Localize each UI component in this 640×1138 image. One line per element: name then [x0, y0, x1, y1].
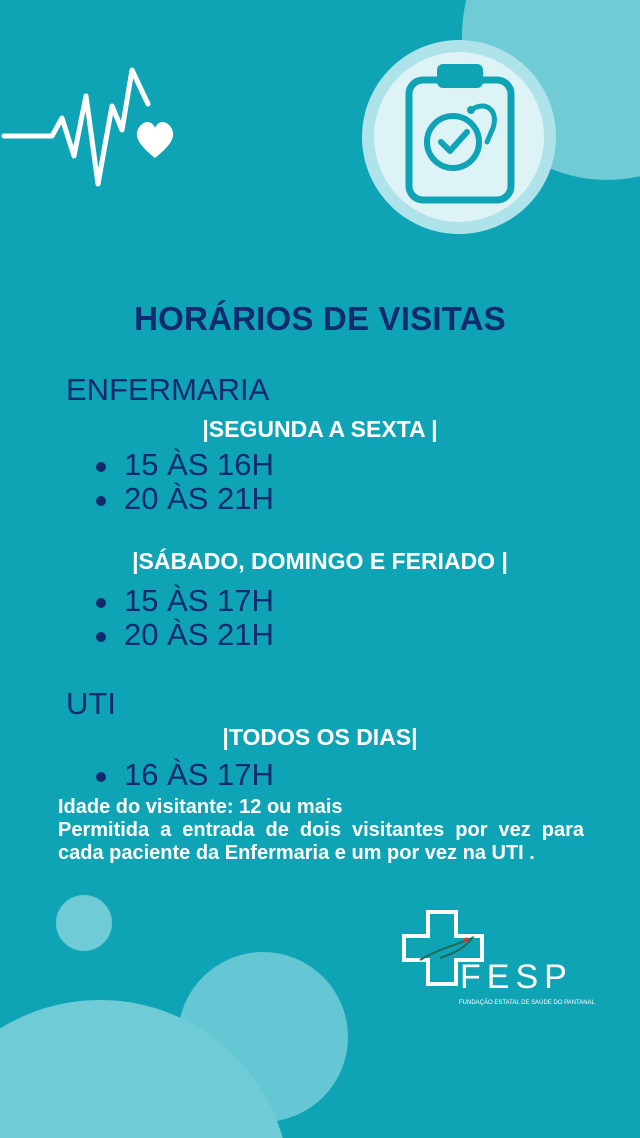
page-title: HORÁRIOS DE VISITAS: [134, 300, 506, 337]
heartbeat-heart-icon: [0, 60, 190, 190]
uti-times: [92, 758, 274, 792]
list-item: 20 ÀS 21H: [92, 618, 274, 652]
visitor-notes: [58, 796, 584, 865]
list-item: 16 ÀS 17H: [92, 758, 274, 792]
age-note: Idade do visitante: 12 ou mais: [58, 796, 343, 818]
list-item: 15 ÀS 17H: [92, 584, 274, 618]
list-item: 15 ÀS 16H: [92, 448, 274, 482]
weekend-times: [92, 584, 274, 652]
weekdays-times: [92, 448, 274, 516]
uti-days-label: |TODOS OS DIAS|: [222, 724, 418, 750]
weekdays-label: |SEGUNDA A SEXTA |: [202, 416, 438, 442]
logo-name: FESP: [460, 958, 573, 996]
uti-label: UTI: [66, 686, 116, 721]
logo-subtitle: FUNDAÇÃO ESTATAL DE SAÚDE DO PANTANAL: [459, 1000, 595, 1006]
list-item: 20 ÀS 21H: [92, 482, 274, 516]
weekend-label: |SÁBADO, DOMINGO E FERIADO |: [132, 548, 508, 574]
clipboard-stethoscope-icon: [395, 58, 525, 208]
decorative-circle: [178, 952, 348, 1122]
rule-note: Permitida a entrada de dois visitantes por vez para cada paciente da Enfermaria e um por vez na UTI .: [58, 819, 584, 864]
decorative-circle: [56, 895, 112, 951]
enfermaria-label: ENFERMARIA: [66, 372, 270, 407]
